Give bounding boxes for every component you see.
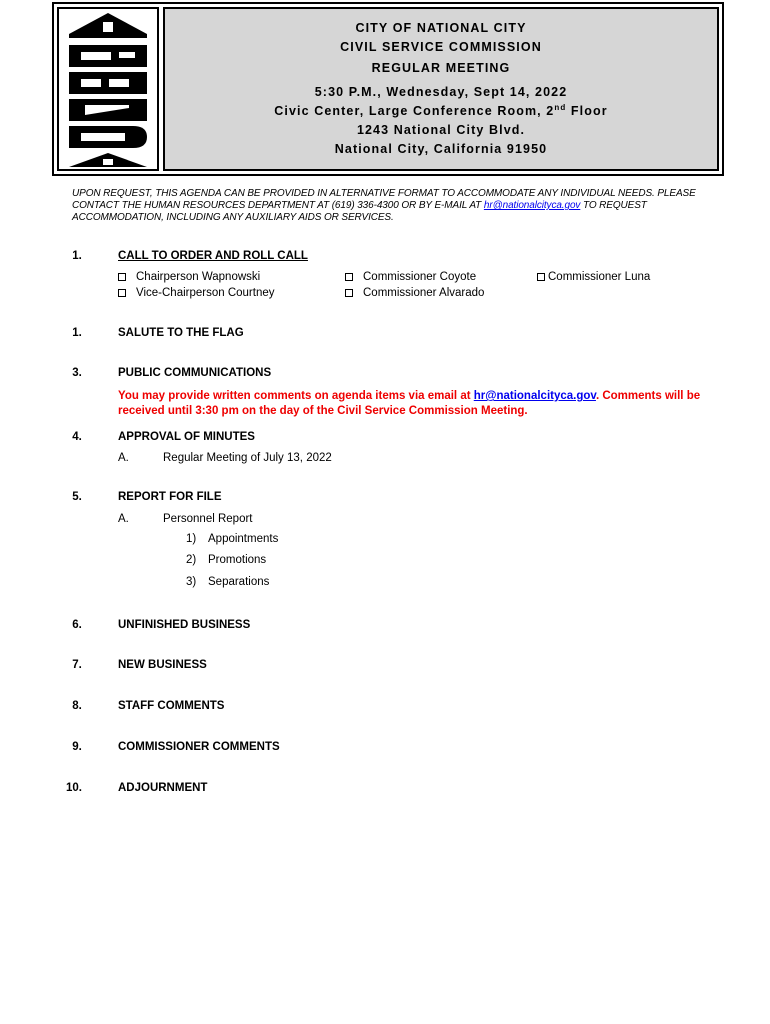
sub-sub-item-text: Separations	[208, 576, 270, 588]
meeting-title-block	[163, 7, 719, 171]
comment-text-end: . Comments will be received until 3:30 pm on the day of the Civil Service Commission Meeting.	[118, 390, 701, 417]
agenda-logo	[57, 7, 159, 171]
checkbox-icon	[118, 289, 126, 297]
item-title-salute: SALUTE TO THE FLAG	[118, 327, 244, 339]
notice-email-link[interactable]: hr@nationalcityca.gov	[483, 200, 581, 211]
checkbox-icon	[345, 273, 353, 281]
location-ordinal: nd	[554, 102, 567, 112]
roll-call-entry	[345, 287, 484, 299]
notice-text-end: TO REQUEST ACCOMMODATION, INCLUDING ANY AUXILIARY AIDS OR SERVICES.	[72, 200, 647, 223]
sub-item-letter: A.	[118, 452, 129, 464]
agenda-logo-graphic	[59, 9, 157, 169]
item-title-report-for-file: REPORT FOR FILE	[118, 491, 222, 503]
item-number: 3.	[72, 367, 82, 379]
comment-text: You may provide written comments on agenda items via email at	[118, 390, 474, 402]
item-number: 9.	[72, 741, 82, 753]
meeting-datetime: 5:30 P.M., Wednesday, Sept 14, 2022	[314, 85, 568, 99]
sub-item-letter: A.	[118, 513, 129, 525]
location-floor: Floor	[566, 104, 608, 118]
sub-sub-item-number: 3)	[186, 576, 197, 588]
item-title-new-business: NEW BUSINESS	[118, 659, 207, 671]
item-number: 10.	[66, 782, 82, 794]
item-title-call-to-order: CALL TO ORDER AND ROLL CALL	[118, 250, 308, 262]
item-number: 8.	[72, 700, 82, 712]
item-title-commissioner-comments: COMMISSIONER COMMENTS	[118, 741, 280, 753]
checkbox-icon	[537, 273, 545, 281]
roll-call-name: Chairperson Wapnowski	[136, 271, 261, 283]
item-title-adjournment: ADJOURNMENT	[118, 782, 208, 794]
item-number: 7.	[72, 659, 82, 671]
agenda-header	[52, 2, 724, 176]
item-title-unfinished-business: UNFINISHED BUSINESS	[118, 619, 251, 631]
location-text: Civic Center, Large Conference Room, 2	[274, 104, 555, 118]
item-number: 1.	[72, 327, 82, 339]
accommodation-notice	[72, 188, 712, 224]
roll-call-name: Vice-Chairperson Courtney	[136, 287, 275, 299]
sub-sub-item-text: Appointments	[208, 533, 279, 545]
item-number: 1.	[72, 250, 82, 262]
roll-call-entry	[118, 271, 260, 283]
sub-sub-item-text: Promotions	[208, 554, 267, 566]
roll-call-entry	[537, 271, 650, 283]
notice-text: UPON REQUEST, THIS AGENDA CAN BE PROVIDED IN ALTERNATIVE FORMAT TO ACCOMMODATE ANY INDIVIDUAL NEEDS. PLEASE CONTACT THE HUMAN RESOURCES DEPARTMENT AT (619) 336-4300 OR BY E-MAIL AT	[72, 188, 696, 211]
roll-call-entry	[345, 271, 476, 283]
public-comment-instructions	[118, 389, 718, 418]
roll-call-name: Commissioner Alvarado	[363, 287, 485, 299]
meeting-city: National City, California 91950	[334, 142, 548, 156]
item-number: 5.	[72, 491, 82, 503]
sub-sub-item-number: 2)	[186, 554, 197, 566]
meeting-address: 1243 National City Blvd.	[356, 123, 526, 137]
checkbox-icon	[118, 273, 126, 281]
comment-email-link[interactable]: hr@nationalcityca.gov	[473, 390, 596, 402]
roll-call-entry	[118, 287, 275, 299]
meeting-type: REGULAR MEETING	[371, 61, 511, 75]
meeting-location	[165, 104, 717, 119]
item-title-staff-comments: STAFF COMMENTS	[118, 700, 225, 712]
roll-call-name: Commissioner Luna	[548, 271, 651, 283]
item-title-public-communications: PUBLIC COMMUNICATIONS	[118, 367, 272, 379]
item-title-approval-minutes: APPROVAL OF MINUTES	[118, 431, 255, 443]
sub-item-text: Regular Meeting of July 13, 2022	[163, 452, 332, 464]
city-name: CITY OF NATIONAL CITY	[355, 21, 527, 35]
sub-item-text: Personnel Report	[163, 513, 253, 525]
checkbox-icon	[345, 289, 353, 297]
item-number: 6.	[72, 619, 82, 631]
sub-sub-item-number: 1)	[186, 533, 197, 545]
item-number: 4.	[72, 431, 82, 443]
commission-name: CIVIL SERVICE COMMISSION	[340, 40, 542, 54]
roll-call-name: Commissioner Coyote	[363, 271, 477, 283]
